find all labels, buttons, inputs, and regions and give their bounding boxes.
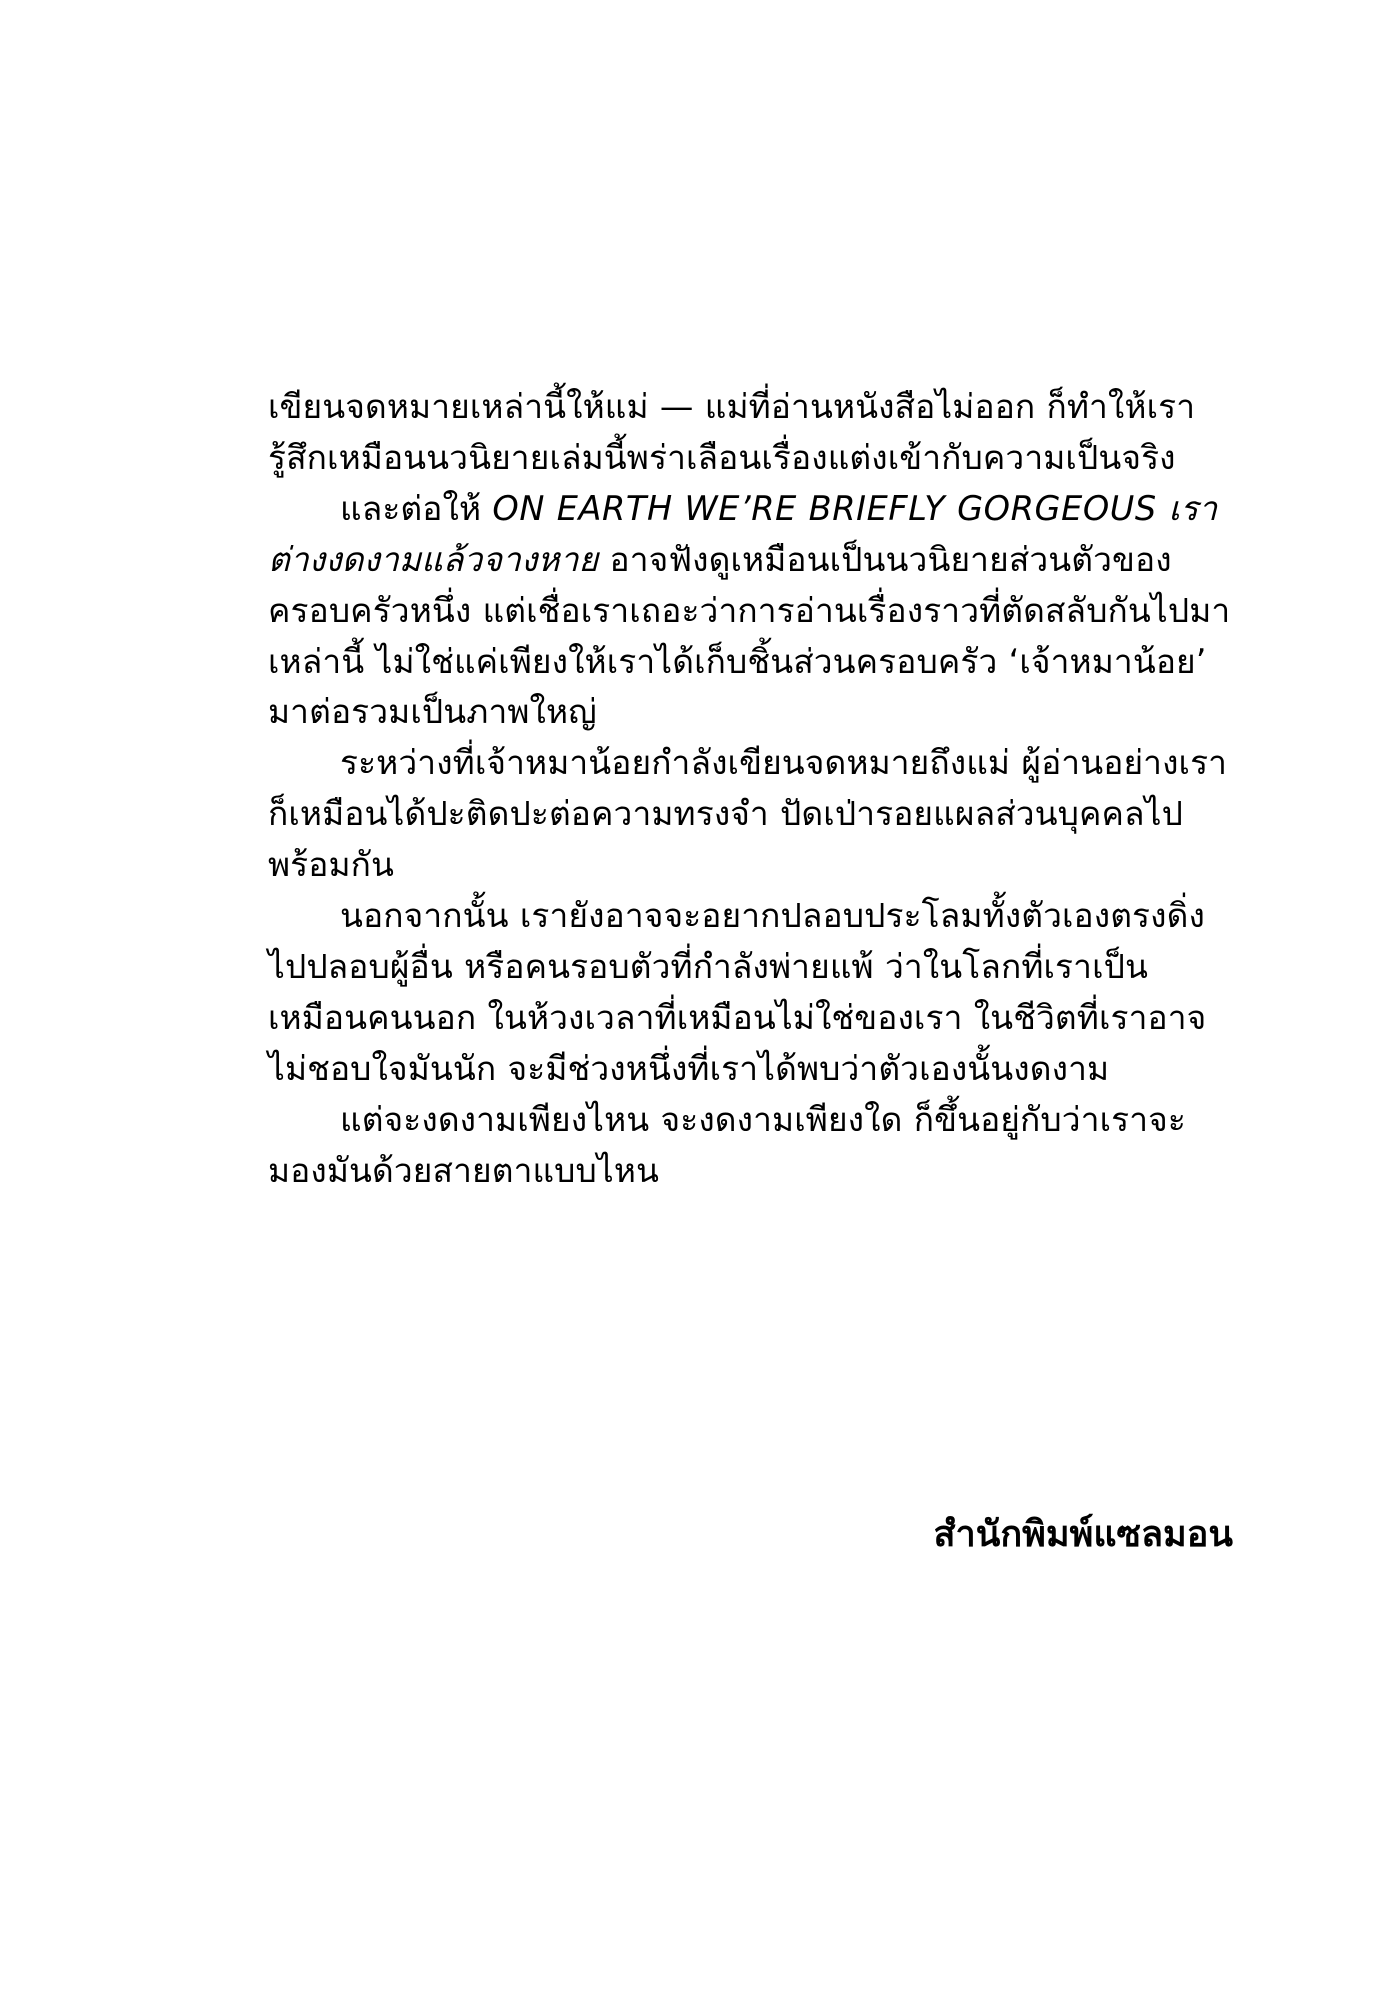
paragraph-3 <box>268 738 1233 891</box>
paragraph-2 <box>268 484 1233 739</box>
book-title-latin: ON EARTH WE’RE BRIEFLY GORGEOUS <box>492 488 1169 528</box>
paragraph-2-lead-text: และต่อให้ <box>340 488 493 528</box>
paragraph-5 <box>268 1095 1233 1197</box>
paragraph-1 <box>268 382 1233 484</box>
body-text-block <box>268 382 1233 1197</box>
paragraph-5-text: แต่จะงดงามเพียงไหน จะงดงามเพียงใด ก็ขึ้นอยู่กับว่าเราจะมองมันด้วยสายตาแบบไหน <box>268 1099 1186 1190</box>
paragraph-1-text: เขียนจดหมายเหล่านี้ให้แม่ — แม่ที่อ่านหนังสือไม่ออก ก็ทำให้เรารู้สึกเหมือนนวนิยายเล่มนี้พร่าเลือนเรื่องแต่งเข้ากับความเป็นจริง <box>268 387 1196 477</box>
paragraph-3-text: ระหว่างที่เจ้าหมาน้อยกำลังเขียนจดหมายถึงแม่ ผู้อ่านอย่างเราก็เหมือนได้ปะติดปะต่อความทรงจำ ปัดเป่ารอยแผลส่วนบุคคลไปพร้อมกัน <box>268 743 1228 885</box>
paragraph-2-rest-text: อาจฟังดูเหมือนเป็นนวนิยายส่วนตัวของครอบครัวหนึ่ง แต่เชื่อเราเถอะว่าการอ่านเรื่องราวที่ตัดสลับกันไปมาเหล่านี้ ไม่ใช่แค่เพียงให้เราได้เก็บชิ้นส่วนครอบครัว ‘เจ้าหมาน้อย’ มาต่อรวมเป็นภาพใหญ่ <box>268 539 1231 732</box>
book-title-thai: เราต่างงดงามแล้วจางหาย <box>268 488 1218 579</box>
paragraph-4 <box>268 891 1233 1095</box>
paragraph-4-text: นอกจากนั้น เรายังอาจจะอยากปลอบประโลมทั้งตัวเองตรงดิ่งไปปลอบผู้อื่น หรือคนรอบตัวที่กำลังพ่ายแพ้ ว่าในโลกที่เราเป็นเหมือนคนนอก ในห้วงเวลาที่เหมือนไม่ใช่ของเรา ในชีวิตที่เราอาจไม่ชอบใจมันนัก จะมีช่วงหนึ่งที่เราได้พบว่าตัวเองนั้นงดงาม <box>268 896 1207 1088</box>
publisher-imprint: สำนักพิมพ์แซลมอน <box>933 1514 1233 1555</box>
